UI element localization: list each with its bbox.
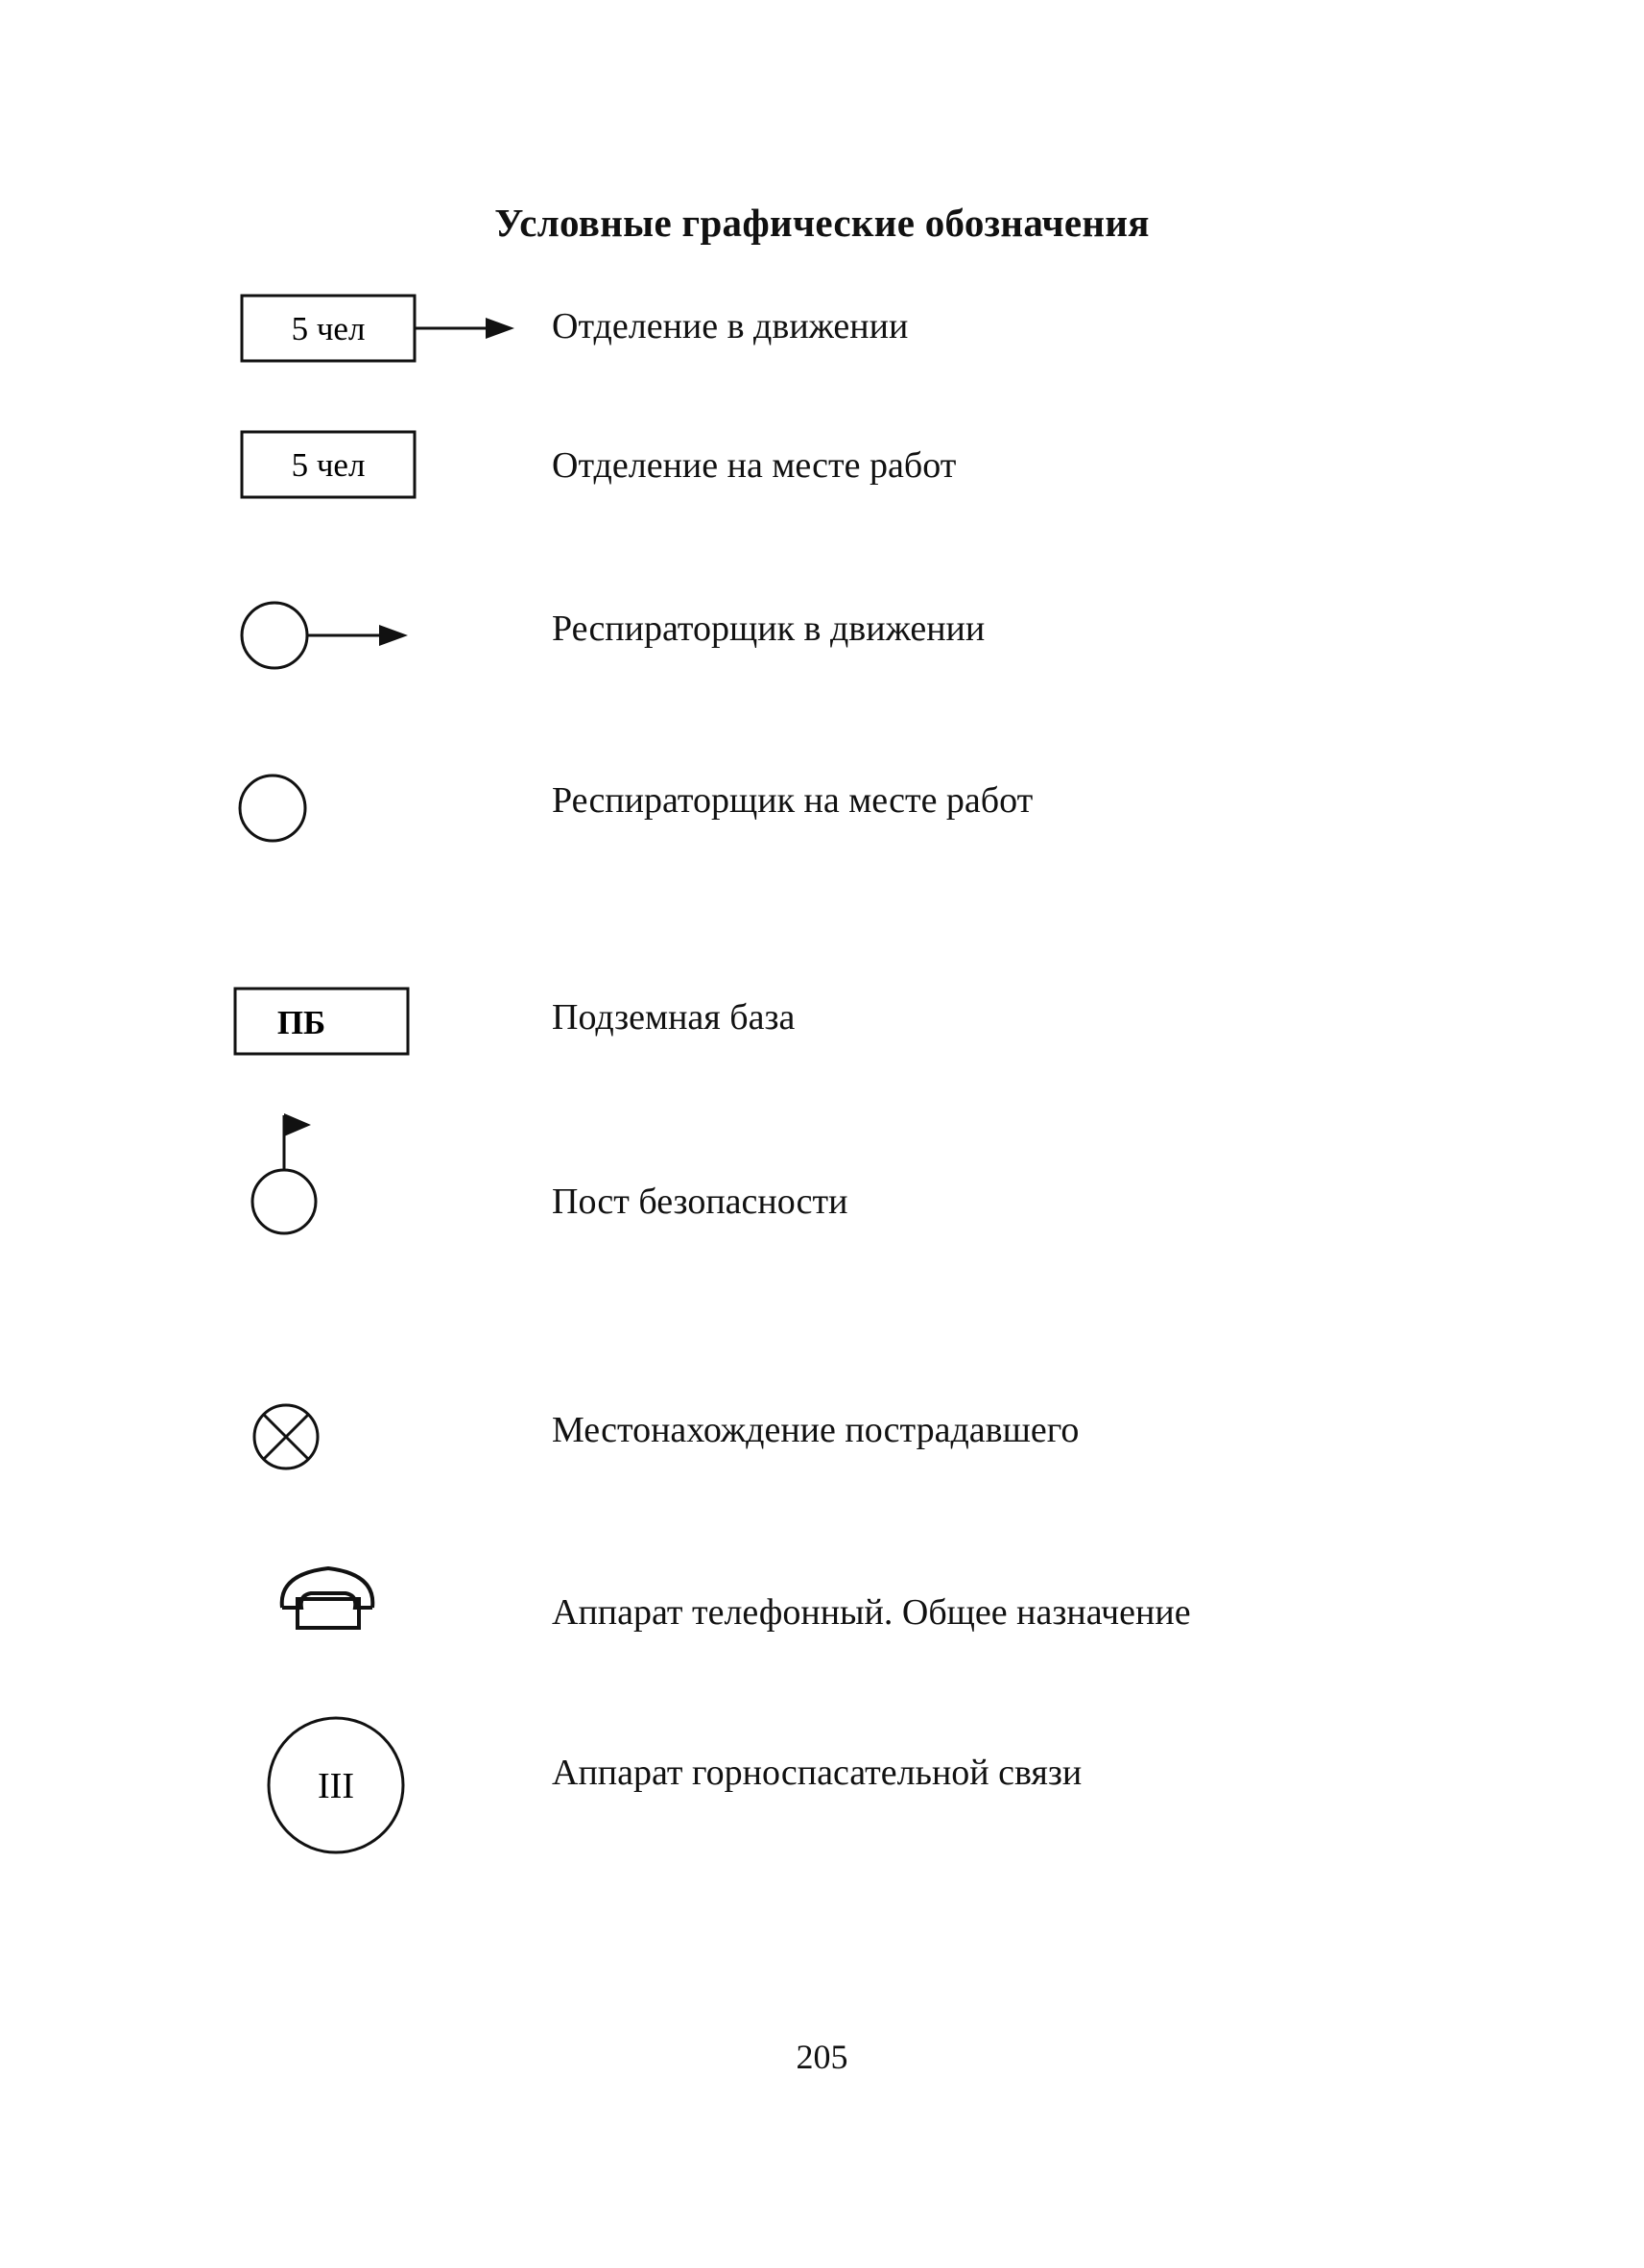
- base-box-icon: [226, 979, 417, 1060]
- telephone-icon: [269, 1555, 393, 1651]
- circle-icon: [230, 768, 326, 848]
- legend-label-group-moving: Отделение в движении: [552, 306, 909, 346]
- group-box-text: 5 чел: [291, 446, 366, 484]
- flag-circle-icon: [240, 1104, 336, 1238]
- legend-label-victim-location: Местонахождение пострадавшего: [552, 1410, 1080, 1450]
- circle-arrow-icon: [230, 595, 422, 676]
- group-box-text: 5 чел: [291, 310, 366, 347]
- legend-label-respirator-working: Респираторщик на месте работ: [552, 780, 1034, 821]
- group-box-icon: [230, 422, 422, 503]
- legend-label-underground-base: Подземная база: [552, 997, 796, 1038]
- group-box-arrow-icon: [230, 286, 528, 367]
- circle-roman-icon: [259, 1708, 413, 1862]
- circle-roman-text: III: [318, 1766, 354, 1806]
- legend-label-respirator-moving: Респираторщик в движении: [552, 609, 986, 649]
- page-title: Условные графические обозначения: [494, 201, 1150, 245]
- base-box-text: ПБ: [276, 1004, 326, 1041]
- legend-label-telephone: Аппарат телефонный. Общее назначение: [552, 1592, 1191, 1633]
- page-number: 205: [796, 2038, 848, 2076]
- legend-label-safety-post: Пост безопасности: [552, 1182, 848, 1222]
- legend-label-group-working: Отделение на месте работ: [552, 445, 957, 486]
- legend-label-rescue-comm: Аппарат горноспасательной связи: [552, 1753, 1083, 1793]
- crossed-circle-icon: [240, 1397, 336, 1477]
